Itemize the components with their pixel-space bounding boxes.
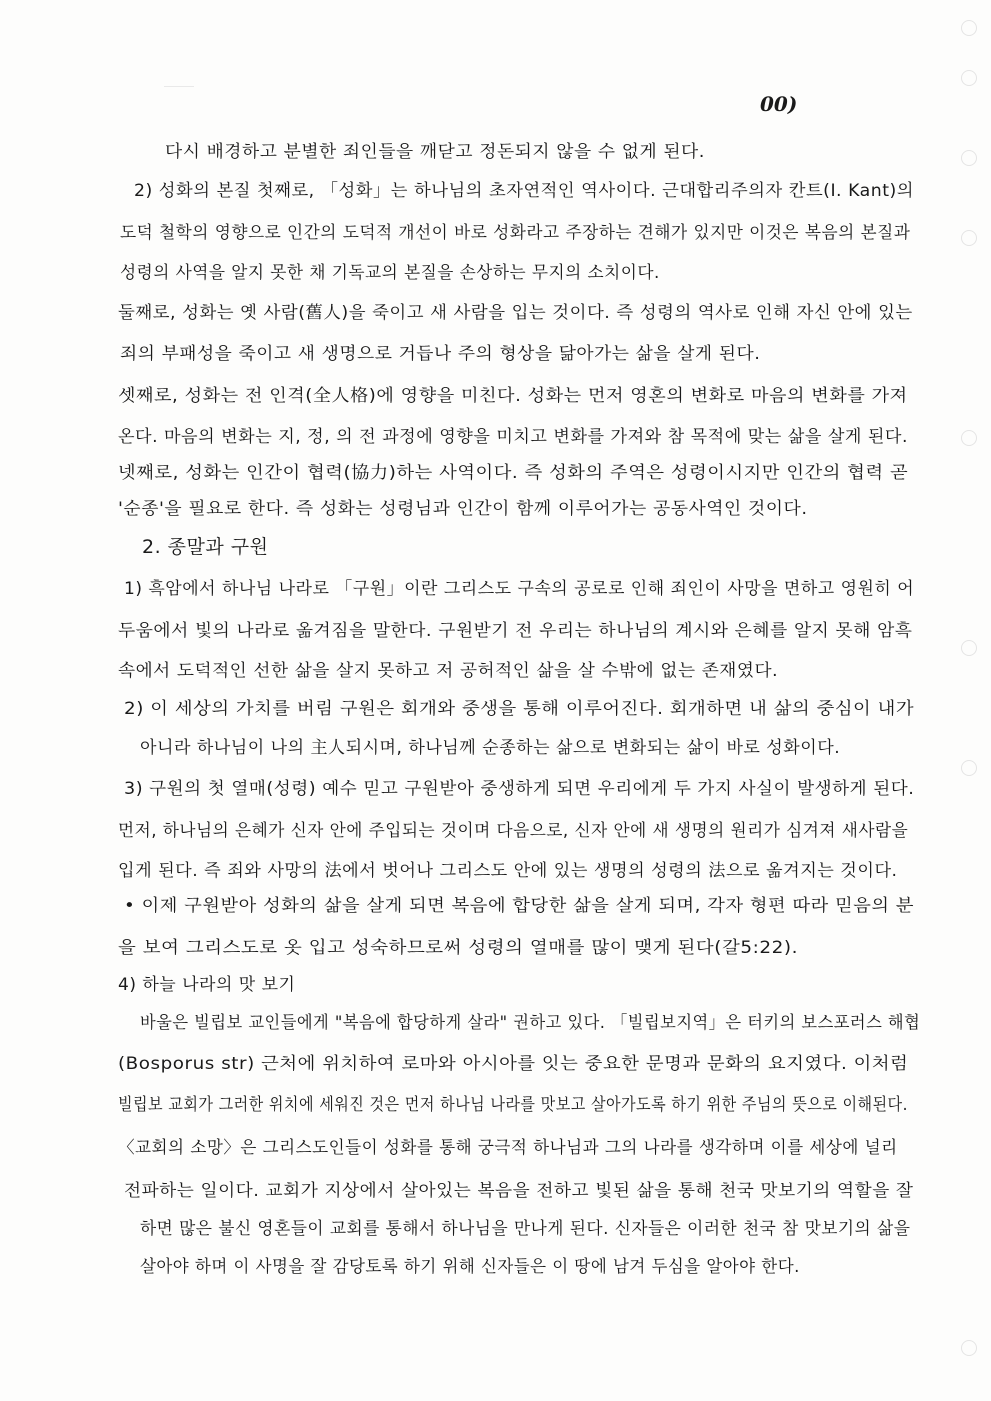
section-heading: 2. 종말과 구원 xyxy=(142,536,269,558)
text-line: 다시 배경하고 분별한 죄인들을 깨닫고 정돈되지 않을 수 없게 된다. xyxy=(165,142,705,162)
text-line: 온다. 마음의 변화는 지, 정, 의 전 과정에 영향을 미치고 변화를 가져와 참 목적에 맞는 삶을 살게 된다. xyxy=(118,427,908,447)
text-line: 아니라 하나님이 나의 主人되시며, 하나님께 순종하는 삶으로 변화되는 삶이 바로 성화이다. xyxy=(140,738,841,758)
text-line: 도덕 철학의 영향으로 인간의 도덕적 개선이 바로 성화라고 주장하는 견해가 있지만 이것은 복음의 본질과 xyxy=(120,223,911,243)
text-line: 을 보여 그리스도로 옷 입고 성숙하므로써 성령의 열매를 많이 맺게 된다(갈5:22). xyxy=(118,938,799,958)
text-line: 2) 성화의 본질 첫째로, 「성화」는 하나님의 초자연적인 역사이다. 근대합리주의자 칸트(I. Kant)의 xyxy=(134,181,915,201)
text-line: 3) 구원의 첫 열매(성령) 예수 믿고 구원받아 중생하게 되면 우리에게 두 가지 사실이 발생하게 된다. xyxy=(124,779,915,799)
text-line: '순종'을 필요로 한다. 즉 성화는 성령님과 인간이 함께 이루어가는 공동사역인 것이다. xyxy=(118,499,808,519)
text-line: 죄의 부패성을 죽이고 새 생명으로 거듭나 주의 형상을 닮아가는 삶을 살게 된다. xyxy=(120,344,761,364)
text-line: 성령의 사역을 알지 못한 채 기독교의 본질을 손상하는 무지의 소치이다. xyxy=(120,263,660,283)
margin-hole-mark xyxy=(961,640,977,656)
text-line: 2) 이 세상의 가치를 버림 구원은 회개와 중생을 통해 이루어진다. 회개하면 내 삶의 중심이 내가 xyxy=(124,699,915,719)
text-line: 바울은 빌립보 교인들에게 "복음에 합당하게 살라" 권하고 있다. 「빌립보지역」은 터키의 보스포러스 해협 xyxy=(140,1013,921,1033)
text-line: 넷째로, 성화는 인간이 협력(協力)하는 사역이다. 즉 성화의 주역은 성령이시지만 인간의 협력 곧 xyxy=(118,463,909,483)
text-line: 살아야 하며 이 사명을 잘 감당토록 하기 위해 신자들은 이 땅에 남겨 두심을 알아야 한다. xyxy=(140,1257,800,1277)
text-line: 1) 흑암에서 하나님 나라로 「구원」이란 그리스도 구속의 공로로 인해 죄인이 사망을 면하고 영원히 어 xyxy=(124,579,915,599)
text-line: 〈교회의 소망〉은 그리스도인들이 성화를 통해 궁극적 하나님과 그의 나라를 생각하며 이를 세상에 널리 xyxy=(118,1138,898,1158)
text-line: • 이제 구원받아 성화의 삶을 살게 되면 복음에 합당한 삶을 살게 되며, 각자 형편 따라 믿음의 분 xyxy=(124,896,915,916)
text-line: 둘째로, 성화는 옛 사람(舊人)을 죽이고 새 사람을 입는 것이다. 즉 성령의 역사로 인해 자신 안에 있는 xyxy=(118,303,913,323)
text-line: 전파하는 일이다. 교회가 지상에서 살아있는 복음을 전하고 빛된 삶을 통해 천국 맛보기의 역할을 잘 xyxy=(124,1181,914,1201)
text-line: (Bosporus str) 근처에 위치하여 로마와 아시아를 잇는 중요한 문명과 문화의 요지였다. 이처럼 xyxy=(118,1054,909,1074)
text-line: 두움에서 빛의 나라로 옮겨짐을 말한다. 구원받기 전 우리는 하나님의 계시와 은혜를 알지 못해 암흑 xyxy=(118,621,913,641)
text-line: 입게 된다. 즉 죄와 사망의 法에서 벗어나 그리스도 안에 있는 생명의 성령의 法으로 옮겨지는 것이다. xyxy=(118,861,898,881)
text-line: 먼저, 하나님의 은혜가 신자 안에 주입되는 것이며 다음으로, 신자 안에 새 생명의 원리가 심겨져 새사람을 xyxy=(118,821,909,841)
text-line: 4) 하늘 나라의 맛 보기 xyxy=(118,975,296,995)
margin-hole-mark xyxy=(961,1340,977,1356)
margin-hole-mark xyxy=(961,150,977,166)
margin-hole-mark xyxy=(961,70,977,86)
text-line: 속에서 도덕적인 선한 삶을 살지 못하고 저 공허적인 삶을 살 수밖에 없는 존재였다. xyxy=(118,661,779,681)
text-line: 빌립보 교회가 그러한 위치에 세워진 것은 먼저 하나님 나라를 맛보고 살아가도록 하기 위한 주님의 뜻으로 이해된다. xyxy=(118,1095,908,1115)
text-line: 셋째로, 성화는 전 인격(全人格)에 영향을 미친다. 성화는 먼저 영혼의 변화로 마음의 변화를 가져 xyxy=(118,386,908,406)
margin-hole-mark xyxy=(961,20,977,36)
margin-hole-mark xyxy=(961,230,977,246)
text-line: 하면 많은 불신 영혼들이 교회를 통해서 하나님을 만나게 된다. 신자들은 이러한 천국 참 맛보기의 삶을 xyxy=(140,1219,911,1239)
page-number: 00) xyxy=(760,92,798,116)
scan-artifact xyxy=(164,86,194,87)
margin-hole-mark xyxy=(961,430,977,446)
margin-hole-mark xyxy=(961,760,977,776)
